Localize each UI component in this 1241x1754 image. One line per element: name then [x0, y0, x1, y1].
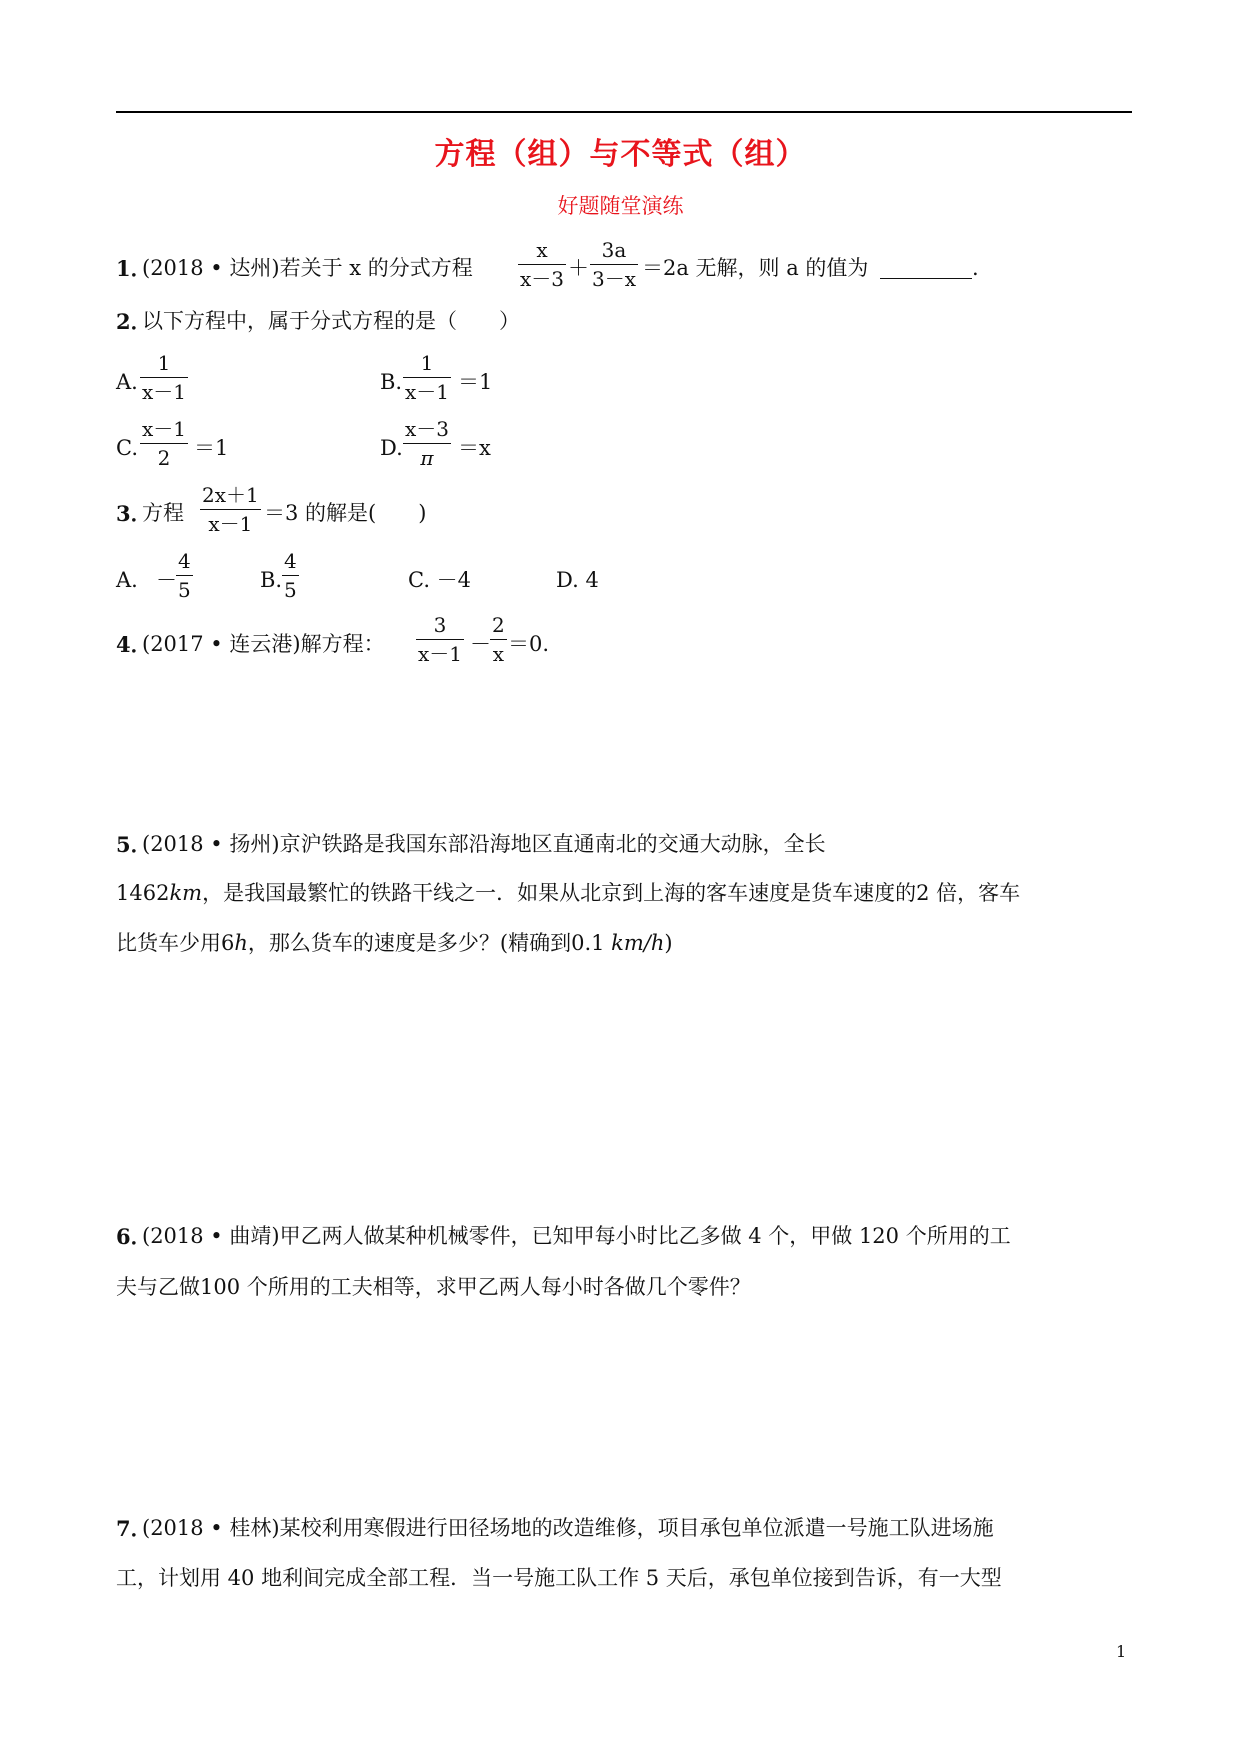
numerator: 2x＋1	[202, 483, 259, 507]
fraction-bar	[140, 377, 188, 378]
fraction-bar	[282, 575, 299, 576]
question-number: 6．	[116, 1224, 152, 1249]
fraction-bar	[590, 264, 638, 265]
fraction-bar	[416, 639, 464, 640]
question-number: 5．	[116, 832, 152, 857]
question-text: (2018 • 桂林)某校利用寒假进行田径场地的改造维修，项目承包单位派遣一号施工队进场施	[142, 1516, 994, 1540]
question-text: 工，计划用 40 地利间完成全部工程．当一号施工队工作 5 天后，承包单位接到告诉，有一大型	[116, 1566, 1002, 1590]
answer-blank: .	[880, 258, 979, 279]
numerator: 3a	[601, 238, 627, 262]
option-d: D. 4	[556, 568, 599, 592]
denominator: x－1	[405, 380, 450, 404]
fraction	[282, 551, 299, 600]
fraction	[140, 419, 188, 468]
option-label: A.	[116, 568, 138, 592]
question-number: 7．	[116, 1516, 152, 1541]
question-number: 3．	[116, 501, 152, 526]
fraction-bar	[518, 264, 566, 265]
question-text: (2018 • 达州)若关于 x 的分式方程	[142, 256, 473, 280]
option-label: A.	[116, 370, 138, 394]
question-number: 4．	[116, 632, 152, 657]
question-number: 2．	[116, 309, 152, 334]
question-text: 夫与乙做100 个所用的工夫相等，求甲乙两人每小时各做几个零件？	[116, 1275, 751, 1299]
numerator: x－1	[142, 417, 187, 441]
fraction	[403, 353, 451, 402]
question-text: 比货车少用6h，那么货车的速度是多少？(精确到0.1 km/h)	[116, 931, 673, 955]
question-text: ＝3 的解是( )	[264, 501, 427, 525]
question-number: 1．	[116, 256, 152, 281]
fraction-bar	[176, 575, 193, 576]
operator: －	[470, 632, 491, 656]
denominator: x－1	[208, 512, 253, 536]
option-label: B.	[260, 568, 283, 592]
numerator: 3	[433, 613, 447, 637]
equation-rhs: ＝1	[194, 436, 229, 460]
page-number: 1	[1116, 1642, 1127, 1661]
numerator: x	[536, 238, 548, 262]
option-label: C.	[116, 436, 138, 460]
denominator: x－1	[142, 380, 187, 404]
question-text: (2018 • 扬州)京沪铁路是我国东部沿海地区直通南北的交通大动脉，全长	[142, 832, 826, 856]
fraction	[490, 615, 507, 664]
fraction	[403, 419, 451, 468]
denominator: 3－x	[592, 267, 637, 291]
option-label: B.	[380, 370, 403, 394]
question-text: ＝0.	[508, 632, 550, 656]
option-c: C. －4	[408, 568, 472, 592]
equation-rhs: ＝1	[458, 370, 493, 394]
fraction	[200, 485, 261, 534]
question-text: 方程	[142, 501, 184, 525]
sign: －	[156, 568, 177, 592]
fraction	[518, 240, 566, 289]
numerator: 1	[420, 351, 434, 375]
denominator: 5	[178, 578, 191, 602]
denominator: x－3	[520, 267, 565, 291]
fraction-bar	[490, 639, 507, 640]
header-rule	[116, 111, 1132, 113]
denominator: 2	[157, 446, 171, 470]
question-text: (2018 • 曲靖)甲乙两人做某种机械零件，已知甲每小时比乙多做 4 个，甲做 120 个所用的工	[142, 1224, 1011, 1248]
denominator: 5	[284, 578, 297, 602]
numerator: 1	[157, 351, 171, 375]
fraction	[416, 615, 464, 664]
option-label: D.	[380, 436, 403, 460]
fraction-bar	[140, 443, 188, 444]
fraction	[176, 551, 193, 600]
page-title: 方程（组）与不等式（组）	[434, 137, 807, 172]
numerator: x－3	[405, 417, 450, 441]
fraction-bar	[403, 377, 451, 378]
numerator: 2	[492, 613, 505, 637]
question-text: (2017 • 连云港)解方程：	[142, 632, 385, 656]
operator: ＋	[568, 256, 589, 280]
fraction	[140, 353, 188, 402]
question-text: 以下方程中，属于分式方程的是（ ）	[142, 309, 520, 333]
question-text: ＝2a 无解，则 a 的值为	[642, 256, 869, 280]
denominator: x－1	[418, 642, 463, 666]
numerator: 4	[284, 549, 297, 573]
fraction-bar	[200, 509, 261, 510]
question-text: 1462km，是我国最繁忙的铁路干线之一．如果从北京到上海的客车速度是货车速度的2 倍，客车	[116, 881, 1021, 905]
fraction-bar	[403, 443, 451, 444]
denominator: x	[492, 642, 504, 666]
equation-rhs: ＝x	[458, 436, 491, 460]
denominator: π	[420, 446, 434, 470]
page-subtitle: 好题随堂演练	[557, 194, 684, 218]
fraction	[590, 240, 638, 289]
numerator: 4	[178, 549, 191, 573]
